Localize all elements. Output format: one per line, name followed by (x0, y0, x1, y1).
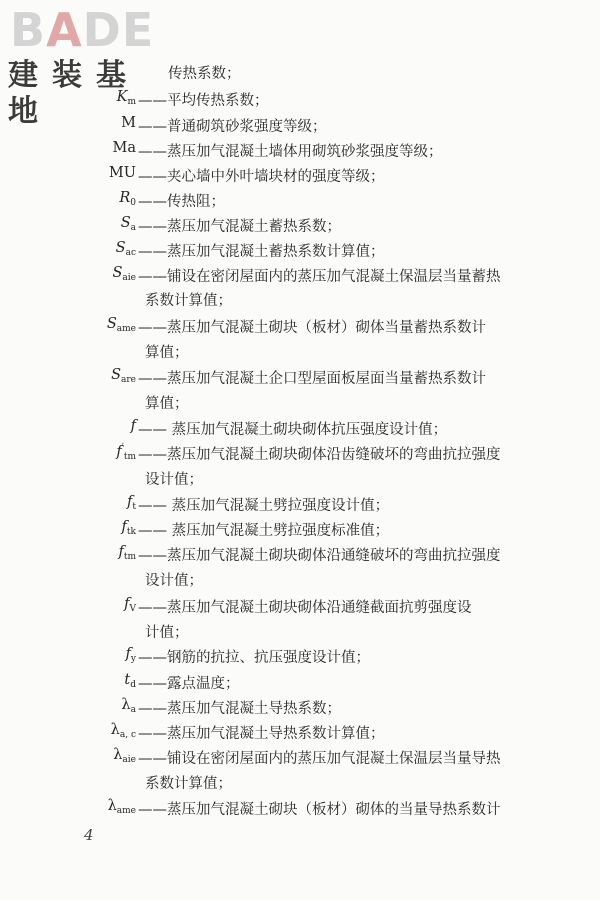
symbol-Sa: $S_a$ (120, 215, 136, 233)
page-number: 4 (84, 826, 94, 844)
symbol-list: 传热系数； $K_m$ ——平均传热系数； M ——普通砌筑砂浆强度等级； Ma ——蒸压加气混凝土墙体用砌筑砂浆强度等级； MU ——夹心墙中外叶墙块材的强度等级； $R_0$ ——传热阻； $S_a$ ——蒸压加气混凝土蓄热系数； $S_{ac}$ ——蒸压加气混凝土蓄热系数计算值； $S_{aie}$ ——铺设在密闭屋面内的蒸压加气混凝土保温层当量蓄热 系数计算值； $S_{ame}$ ——蒸压加气混凝土砌块（板材）砌体当量蓄热系数计 算值； $S_{are}$ ——蒸压加气混凝土企口型屋面板屋面当量蓄热系数计 算值； f —— 蒸压加气混凝土砌块砌体抗压强度设计值； $f'_{tm}$ ——蒸压加气混凝土砌块砌体沿齿缝破坏的弯曲抗拉强度 设计值； $f_t$ —— 蒸压加气混凝土劈拉强度设计值； $f_{tk}$ —— 蒸压加气混凝土劈拉强度标准值； $f_{tm}$ ——蒸压加气混凝土砌块砌体沿通缝破坏的弯曲抗拉强度 设计值； $f_V$ ——蒸压加气混凝土砌块砌体沿通缝截面抗剪强度设 计值； $f_y$ ——钢筋的抗拉、抗压强度设计值； $t_d$ ——露点温度； $\lambda_a$ ——蒸压加气混凝土导热系数； $\lambda_{a, c}$ ——蒸压加气混凝土导热系数计算值； $\lambda_{aie}$ ——铺设在密闭屋面内的蒸压加气混凝土保温层当量导热 系数计算值； $\lambda_{ame}$ ——蒸压加气混凝土砌块（板材）砌体的当量导热系数计 (0, 0, 600, 900)
symbol-Km: $K_m$ (116, 89, 136, 107)
symbol-ftk: $f_{tk}$ (121, 519, 136, 537)
symbol-f: f (130, 418, 136, 434)
symbol-f-prime-tm: $f'_{tm}$ (116, 443, 136, 462)
symbol: M (121, 115, 136, 131)
symbol-lambda-a: $\lambda_a$ (121, 697, 136, 715)
symbol: Ma (112, 140, 136, 156)
symbol-R0: $R_0$ (119, 190, 136, 208)
symbol-Sare: $S_{are}$ (111, 367, 136, 385)
symbol-Sac: $S_{ac}$ (115, 240, 136, 258)
symbol-ftm: $f_{tm}$ (118, 544, 136, 562)
symbol-fy: $f_y$ (125, 646, 136, 664)
symbol-td: $t_d$ (124, 672, 136, 690)
symbol-Saie: $S_{aie}$ (112, 265, 136, 283)
logo-wordmark: BADE (10, 3, 155, 57)
symbol-ft: $f_t$ (127, 494, 136, 512)
symbol-fV: $f_V$ (124, 596, 136, 614)
symbol: MU (108, 165, 136, 181)
symbol-Same: $S_{ame}$ (106, 316, 136, 334)
symbol-lambda-aie: $\lambda_{aie}$ (113, 747, 136, 765)
symbol-lambda-ame: $\lambda_{ame}$ (107, 798, 136, 816)
symbol-lambda-ac: $\lambda_{a, c}$ (110, 722, 136, 740)
logo-subtitle: 建装基地 (8, 58, 140, 129)
